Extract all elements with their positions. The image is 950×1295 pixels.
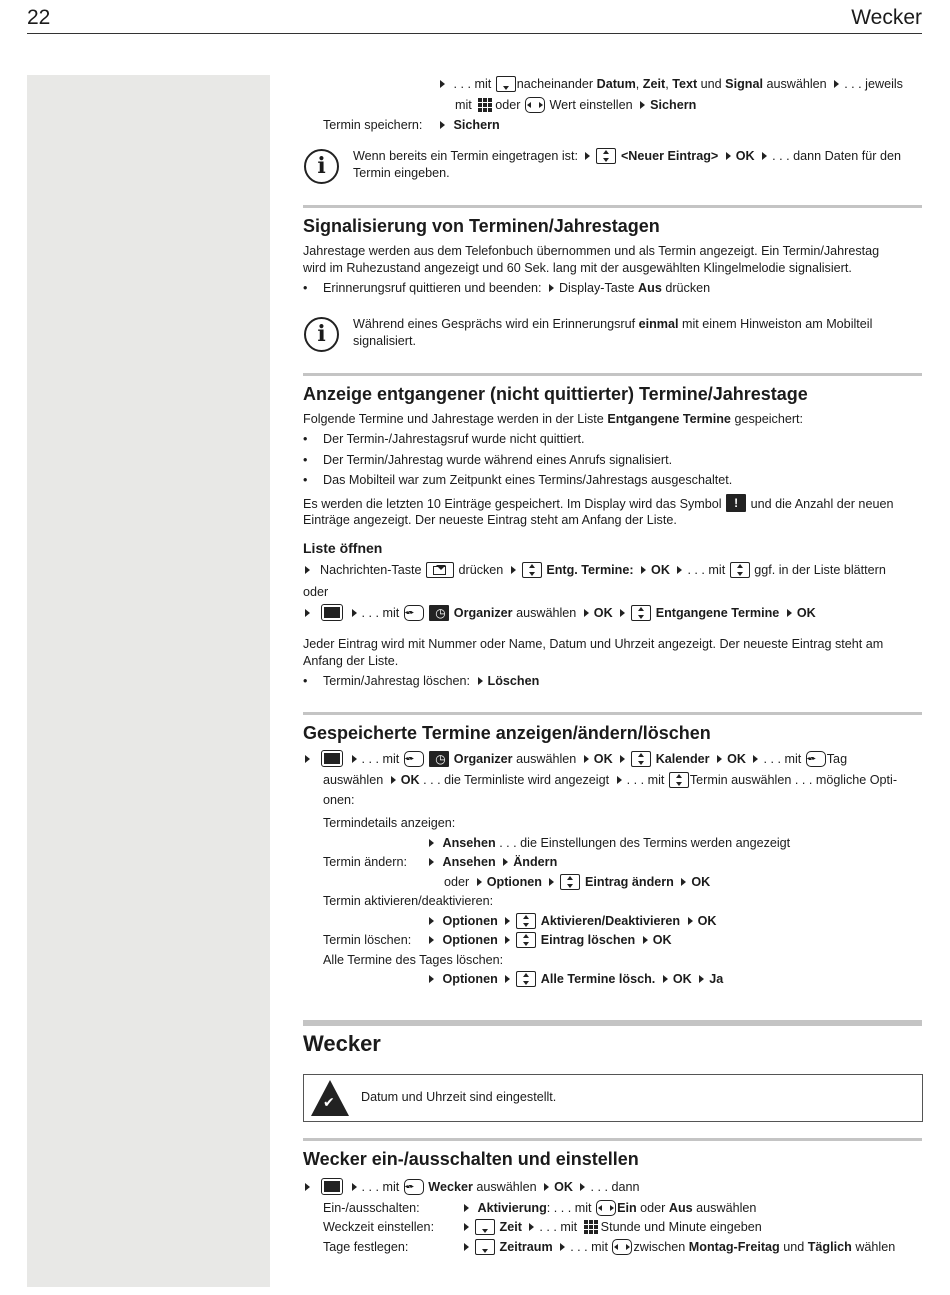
row-action [425,971,723,988]
bullet-item: • Das Mobilteil war zum Zeitpunkt eines Termins/Jahrestags ausgeschaltet. [303,473,733,487]
arrow-icon [620,609,625,617]
option-label: OK [554,1180,573,1194]
text: Das Mobilteil war zum Zeitpunkt eines Termins/Jahrestags ausgeschaltet. [323,473,733,487]
row-label: Termin löschen: [323,933,412,947]
option-label: Aktivierung [477,1201,547,1215]
menu-key-icon [321,604,343,621]
section-title: Anzeige entgangener (nicht quittierter) Termine/Jahrestage [303,384,808,404]
down-key-icon [496,76,516,92]
option-label: Signal [725,77,763,91]
arrow-icon [584,755,589,763]
option-label: Ansehen [442,855,496,869]
arrow-icon [505,975,510,983]
option-label: Text [672,77,698,91]
arrow-icon [677,566,682,574]
paragraph: Anfang der Liste. [303,654,399,668]
instruction-line [455,97,696,114]
text: . . . mit [361,1180,400,1194]
menu-key-icon [321,750,343,767]
text: Der Termin-/Jahrestagsruf wurde nicht quittiert. [323,432,585,446]
text: mit [455,98,472,112]
option-label: Zeitraum [499,1240,553,1254]
option-label: Organizer [453,752,513,766]
text: Termin auswählen [689,773,792,787]
row-action [425,835,790,852]
arrow-icon [688,917,693,925]
emphasis: einmal [638,317,679,331]
chapter-heading: Wecker [303,1031,381,1056]
prerequisite-box [303,1074,923,1122]
option-label: Wecker [428,1180,473,1194]
arrow-icon [584,609,589,617]
section-divider [303,373,922,376]
bullet-item: • Der Termin/Jahrestag wurde während eines Anrufs signalisiert. [303,453,673,467]
text: mit einem Hinweiston am Mobilteil [682,317,873,331]
page-header [27,6,922,34]
down-key-icon [475,1219,495,1235]
option-label: Zeit [642,77,666,91]
arrow-icon [429,839,434,847]
row-label: Termin ändern: [323,855,407,869]
instruction-line [303,604,816,622]
text: auswählen [516,606,577,620]
section-title: Signalisierung von Terminen/Jahrestagen [303,216,660,236]
info-icon: i [304,317,339,352]
nav-key-icon [404,751,424,767]
text: Stunde und Minute eingeben [600,1220,762,1234]
option-label: Optionen [442,972,498,986]
up-down-key-icon [631,605,651,621]
text: auswählen [766,77,827,91]
text: Display-Taste [558,281,635,295]
down-key-icon [475,1239,495,1255]
up-down-key-icon [631,751,651,767]
option-label: OK [593,752,613,766]
text: . . . mit [361,606,400,620]
arrow-icon [352,609,357,617]
arrow-icon [663,975,668,983]
row-label: Termindetails anzeigen: [323,816,456,830]
option-label: OK [593,606,613,620]
option-label: <Neuer Eintrag> [620,149,719,163]
menu-key-icon [321,1178,343,1195]
text: , [635,77,640,91]
prerequisite-text: Datum und Uhrzeit sind eingestellt. [361,1090,557,1104]
arrow-icon [478,677,483,685]
arrow-icon [305,566,310,574]
option-label: Alle Termine lösch. [540,972,656,986]
option-label: Ändern [513,855,558,869]
arrow-icon [429,975,434,983]
keypad-icon [476,97,494,113]
up-down-key-icon [522,562,542,578]
text: auswählen [516,752,577,766]
up-down-key-icon [730,562,750,578]
option-label: Löschen [487,674,540,688]
option-label: OK [652,933,672,947]
row-label: Tage festlegen: [323,1240,409,1254]
option-label: OK [651,563,670,577]
option-label: OK [796,606,816,620]
text: . . . mit [687,563,726,577]
section-title: Wecker ein-/ausschalten und einstellen [303,1149,639,1169]
option-label: Sichern [650,98,697,112]
option-label: Ja [709,972,724,986]
nav-key-icon [404,1179,424,1195]
text: oder [495,98,521,112]
text: : . . . mit [546,1201,592,1215]
section-title: Gespeicherte Termine anzeigen/ändern/löschen [303,723,711,743]
text: . . . mit [453,77,492,91]
option-label: Aus [638,281,662,295]
text: wählen [855,1240,896,1254]
instruction-line [436,117,500,134]
arrow-icon [429,917,434,925]
left-right-key-icon [612,1239,632,1255]
up-down-key-icon [516,971,536,987]
arrow-icon [580,1183,585,1191]
arrow-icon [391,776,396,784]
arrow-icon [549,878,554,886]
chapter-title: Wecker [851,6,922,29]
subsection-title: Liste öffnen [303,540,383,556]
info-text [353,148,901,165]
row-action [425,932,672,949]
bullet-item: • Erinnerungsruf quittieren und beenden: Display-Taste Aus drücken [303,281,711,295]
instruction-line [303,750,847,768]
nav-key-icon [806,751,826,767]
text: Termin speichern: [323,118,423,132]
option-label: Kalender [655,752,710,766]
arrow-icon [620,755,625,763]
arrow-icon [305,609,310,617]
arrow-icon [834,80,839,88]
arrow-icon [464,1223,469,1231]
text: drücken [665,281,711,295]
text: . . . die Terminliste wird angezeigt [423,773,610,787]
section-divider [303,205,922,208]
option-label: Ansehen [442,836,496,850]
arrow-icon [753,755,758,763]
arrow-icon [440,121,445,129]
arrow-icon [305,755,310,763]
info-text [353,316,872,333]
arrow-icon [699,975,704,983]
row-label: Alle Termine des Tages löschen: [323,953,504,967]
text: auswählen [323,773,384,787]
text: . . . mit [570,1240,608,1254]
arrow-icon [787,609,792,617]
row-label: Termin aktivieren/deaktivieren: [323,894,494,908]
arrow-icon [681,878,686,886]
text: Wert einstellen [549,98,633,112]
arrow-icon [429,936,434,944]
paragraph: Jahrestage werden aus dem Telefonbuch übernommen und als Termin angezeigt. Ein Termin/Jahrestag [303,244,880,258]
left-right-key-icon [525,97,545,113]
arrow-icon [549,284,554,292]
instruction-line [323,117,422,134]
arrow-icon [505,917,510,925]
option-label: Datum [596,77,636,91]
text: . . . dann Daten für den [772,149,901,163]
up-down-key-icon [560,874,580,890]
arrow-icon [440,80,445,88]
arrow-icon [640,101,645,109]
text: auswählen [696,1201,757,1215]
arrow-icon [641,566,646,574]
arrow-icon [477,878,482,886]
up-down-key-icon [516,932,536,948]
option-label: OK [691,875,711,889]
arrow-icon [429,858,434,866]
arrow-icon [503,858,508,866]
option-label: Montag-Freitag [688,1240,780,1254]
missed-appointment-icon [726,494,746,512]
page-number: 22 [27,6,51,29]
bullet-item: • Der Termin-/Jahrestagsruf wurde nicht quittiert. [303,432,585,446]
option-label: OK [672,972,692,986]
option-label: OK [735,149,755,163]
text: oder [444,875,470,889]
option-label: Ein [617,1201,637,1215]
text: . . . dann [590,1180,640,1194]
row-action [460,1200,756,1217]
text: . . . die Einstellungen des Termins werden angezeigt [499,836,791,850]
instruction-line [303,562,886,579]
option-label: OK [697,914,717,928]
option-label: Sichern [453,118,500,132]
text: Nachrichten-Taste [320,563,422,577]
text: Termin/Jahrestag löschen: [323,674,470,688]
option-label: OK [727,752,746,766]
instruction-line [323,772,897,789]
paragraph: Einträge angezeigt. Der neueste Eintrag steht am Anfang der Liste. [303,513,677,527]
text: . . . mit [361,752,400,766]
arrow-icon [560,1243,565,1251]
option-label: Aktivieren/Deaktivieren [540,914,681,928]
row-action [460,1239,895,1256]
text: . . . mit [539,1220,578,1234]
row-action [460,1219,762,1236]
arrow-icon [585,152,590,160]
option-label: Entgangene Termine [655,606,780,620]
text: Erinnerungsruf quittieren und beenden: [323,281,542,295]
arrow-icon [505,936,510,944]
option-label: Zeit [499,1220,522,1234]
text: auswählen [476,1180,537,1194]
row-label: Ein-/ausschalten: [323,1201,420,1215]
text: , [665,77,669,91]
row-action [444,874,710,891]
text: Wenn bereits ein Termin eingetragen ist: [353,149,578,163]
prerequisite-icon [311,1080,349,1118]
paragraph: oder [303,585,329,599]
text: drücken [458,563,504,577]
text: Es werden die letzten 10 Einträge gespeichert. Im Display wird das Symbol [303,497,722,511]
arrow-icon [726,152,731,160]
instruction-line [303,1178,639,1196]
arrow-icon [617,776,622,784]
text: ggf. in der Liste blättern [754,563,886,577]
text: . . . mit [626,773,665,787]
arrow-icon [305,1183,310,1191]
sidebar-panel [27,75,270,1287]
option-label: Eintrag löschen [540,933,636,947]
info-icon: i [304,149,339,184]
text: oder [640,1201,666,1215]
option-label: Optionen [442,914,498,928]
option-label: Entg. Termine: [546,563,634,577]
text: Tag [826,752,848,766]
text: nacheinander [516,77,594,91]
arrow-icon [464,1243,469,1251]
paragraph: Jeder Eintrag wird mit Nummer oder Name, Datum und Uhrzeit angezeigt. Der neueste Eintrag steht am [303,637,884,651]
text: Während eines Gesprächs wird ein Erinnerungsruf [353,317,636,331]
organizer-icon [429,605,449,621]
up-down-key-icon [669,772,689,788]
instruction-line [436,76,903,93]
text: Folgende Termine und Jahrestage werden in der Liste [303,412,604,426]
paragraph: onen: [323,793,355,807]
section-divider [303,1138,922,1141]
paragraph: wird im Ruhezustand angezeigt und 60 Sek. lang mit der ausgewählten Klingelmelodie signalisiert. [303,261,852,275]
row-action [425,854,557,871]
up-down-key-icon [596,148,616,164]
text: Der Termin/Jahrestag wurde während eines Anrufs signalisiert. [323,453,673,467]
text: . . . mögliche Opti- [794,773,898,787]
keypad-icon [582,1219,600,1235]
arrow-icon [643,936,648,944]
organizer-icon [429,751,449,767]
up-down-key-icon [516,913,536,929]
paragraph [303,494,893,513]
option-label: Optionen [486,875,542,889]
text: zwischen [633,1240,686,1254]
info-text: Termin eingeben. [353,166,450,180]
section-divider [303,712,922,715]
row-label: Weckzeit einstellen: [323,1220,435,1234]
bullet-item: • Termin/Jahrestag löschen: Löschen [303,674,540,688]
arrow-icon [529,1223,534,1231]
chapter-divider [303,1020,922,1026]
option-label: Täglich [807,1240,852,1254]
text: . . . mit [763,752,802,766]
arrow-icon [544,1183,549,1191]
arrow-icon [352,1183,357,1191]
text: gespeichert: [734,412,804,426]
option-label: Aus [668,1201,693,1215]
arrow-icon [511,566,516,574]
nav-key-icon [404,605,424,621]
info-text: signalisiert. [353,334,416,348]
row-action [425,913,716,930]
paragraph [303,411,803,428]
arrow-icon [762,152,767,160]
text: und [700,77,722,91]
option-label: Optionen [442,933,498,947]
arrow-icon [352,755,357,763]
emphasis: Entgangene Termine [607,412,731,426]
option-label: Eintrag ändern [584,875,674,889]
message-key-icon [426,562,454,578]
arrow-icon [464,1204,469,1212]
option-label: OK [400,773,420,787]
option-label: Organizer [453,606,513,620]
text: und [783,1240,805,1254]
left-right-key-icon [596,1200,616,1216]
arrow-icon [717,755,722,763]
text: . . . jeweils [844,77,903,91]
text: und die Anzahl der neuen [750,497,894,511]
